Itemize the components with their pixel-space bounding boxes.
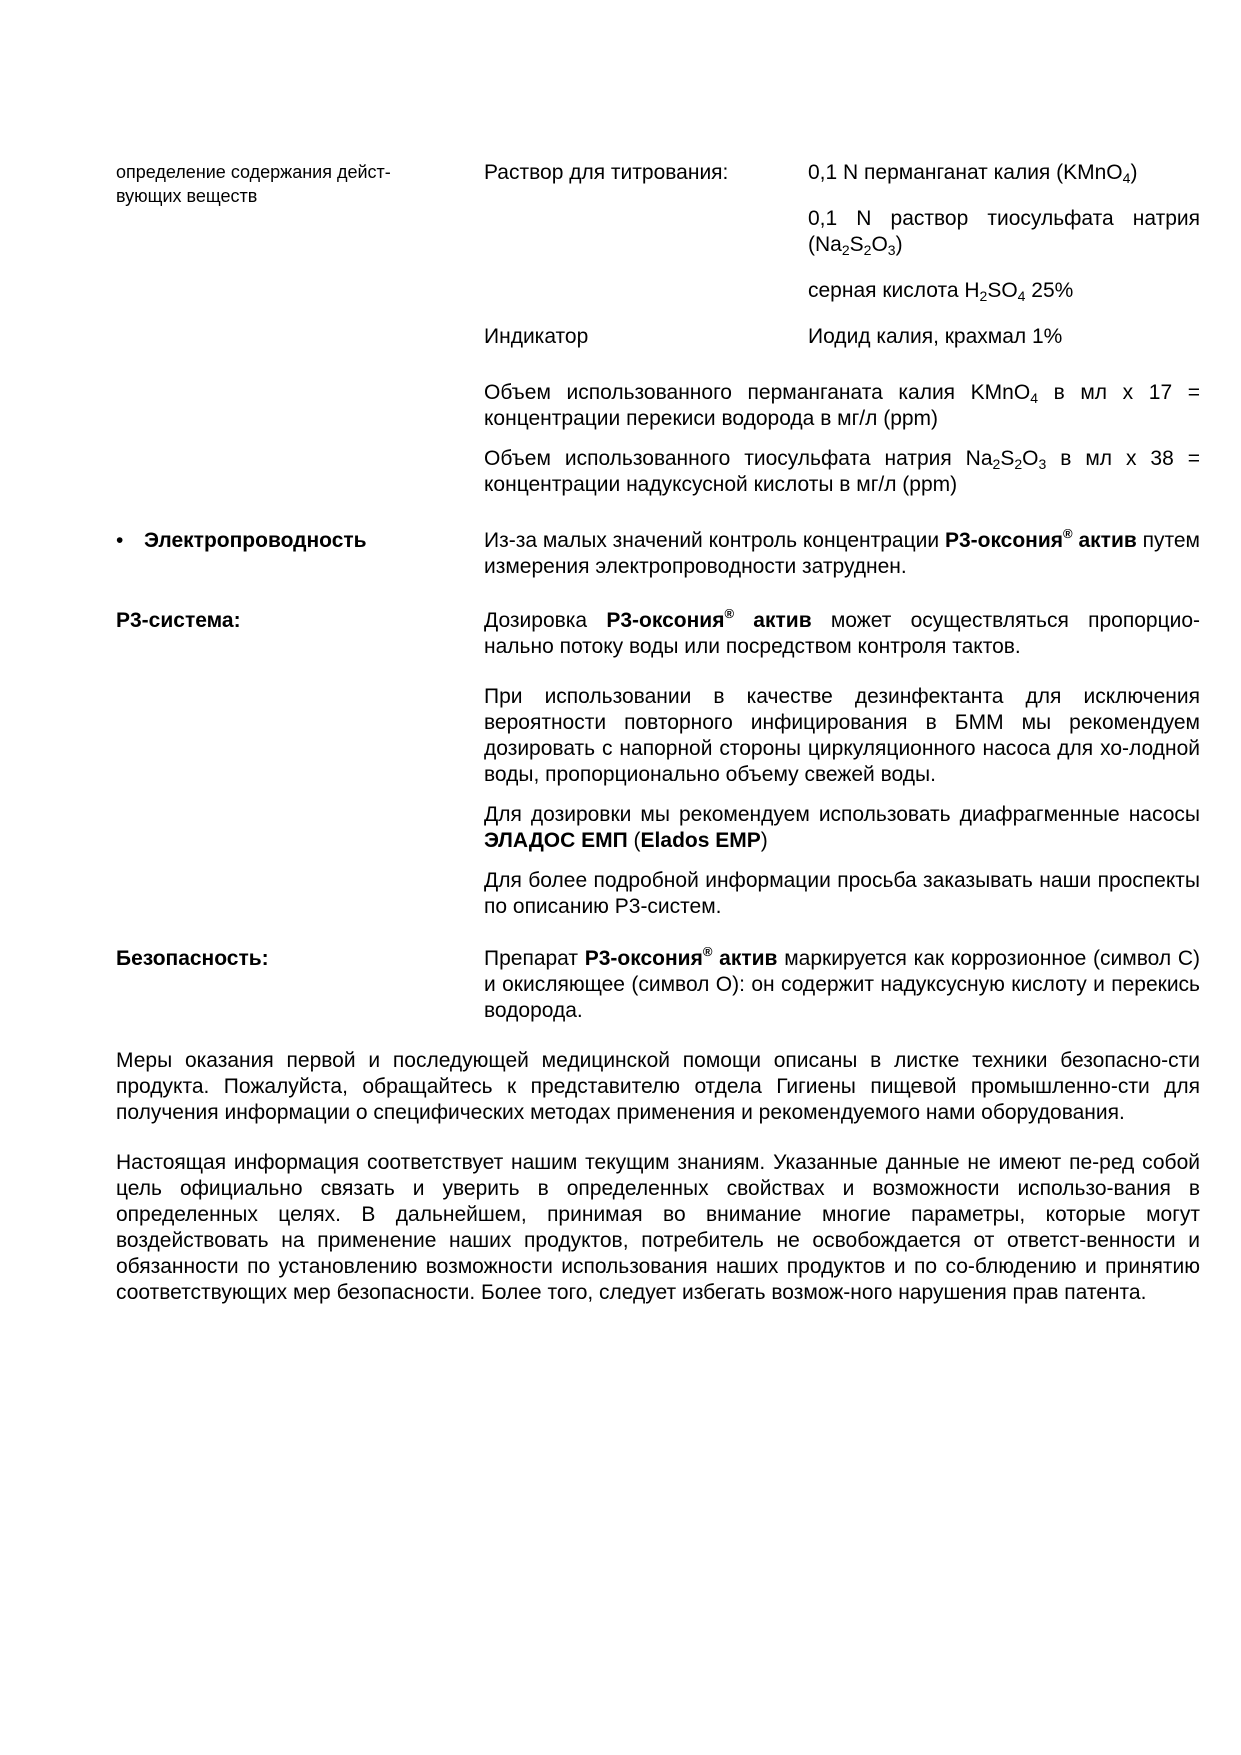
system-content bbox=[484, 608, 1200, 920]
analysis-section bbox=[116, 160, 1200, 498]
titrant-1: 0,1 N перманганат калия (KMnO$_4$) bbox=[808, 161, 1138, 186]
safety-label: Безопасность: bbox=[116, 947, 269, 970]
disclaimer-paragraph: Настоящая информация соответствует нашим текущим знаниям. Указанные данные не имеют пе-ред собой цель официально связать и уверить в определенных свойствах и возможности использо-вания в определенных целях. В дальнейшем, принимая во внимание многие параметры, которые могут воздействовать на применение наших продуктов, потребитель не освобождается от ответст-венности и обязанности по установлению возможности использования наших продуктов и по со-блюдению и принятию соответствующих мер безопасности. Более того, следует избегать возмож-ного нарушения прав патента. bbox=[116, 1151, 1200, 1304]
system-p2: При использовании в качестве дезинфектанта для исключения вероятности повторного инфицирования в БММ мы рекомендуем дозировать с напорной стороны циркуляционного насоса для хо-лодной воды, пропорционально объему свежей воды. bbox=[484, 685, 1200, 786]
system-p3: Для дозировки мы рекомендуем использовать диафрагменные насосы ЭЛАДОС ЕМП (Elados EMP) bbox=[484, 803, 1200, 852]
titrant-values bbox=[808, 160, 1200, 304]
titrant-3: серная кислота $H_2SO_4$ 25% bbox=[808, 279, 1074, 304]
titrant-key: Раствор для титрования: bbox=[484, 161, 729, 184]
calc-peracetic: Объем использованного тиосульфата натрия $Na_2S_2O_3$ в мл х 38 = концентрации надуксусной кислоты в мг/л (ppm) bbox=[484, 447, 1200, 496]
conductivity-label: • Электропроводность bbox=[116, 529, 367, 552]
system-p1: Дозировка Р3-оксония® актив может осуществляться пропорцио-нально потоку воды или посредством контроля тактов. bbox=[484, 606, 1201, 658]
analysis-label: определение содержания дейст-вующих веществ bbox=[116, 162, 391, 206]
first-aid-paragraph: Меры оказания первой и последующей медицинской помощи описаны в листке техники безопасно-сти продукта. Пожалуйста, обращайтесь к представителю отдела Гигиены пищевой промышленно-сти для получения информации о специфических методах применения и рекомендуемого нами оборудования. bbox=[116, 1049, 1200, 1124]
calc-peroxide: Объем использованного перманганата калия KMnO$_4$ в мл х 17 = концентрации перекиси водорода в мг/л (ppm) bbox=[484, 381, 1200, 430]
safety-content bbox=[484, 946, 1200, 1024]
safety-text: Препарат Р3-оксония® актив маркируется как коррозионное (символ С) и окисляющее (символ О): он содержит надуксусную кислоту и перекись водорода. bbox=[484, 944, 1200, 1022]
safety-section bbox=[116, 946, 1200, 1024]
conductivity-section bbox=[116, 528, 1200, 580]
system-p4: Для более подробной информации просьба заказывать наши проспекты по описанию Р3-систем. bbox=[484, 869, 1200, 918]
system-label: Р3-система: bbox=[116, 609, 241, 632]
indicator-key: Индикатор bbox=[484, 325, 589, 348]
conductivity-text: Из-за малых значений контроль концентрации Р3-оксония® актив путем измерения электропроводности затруднен. bbox=[484, 526, 1200, 578]
indicator-value: Иодид калия, крахмал 1% bbox=[808, 325, 1063, 348]
analysis-content bbox=[484, 160, 1200, 498]
titrant-row bbox=[484, 160, 1200, 304]
conductivity-content bbox=[484, 528, 1200, 580]
titrant-2: 0,1 N раствор тиосульфата натрия $(Na_2S_2O_3)$ bbox=[808, 207, 1200, 258]
indicator-row bbox=[484, 324, 1200, 350]
document-page bbox=[116, 160, 1200, 1306]
bullet-icon: • bbox=[116, 529, 124, 552]
system-section bbox=[116, 608, 1200, 920]
